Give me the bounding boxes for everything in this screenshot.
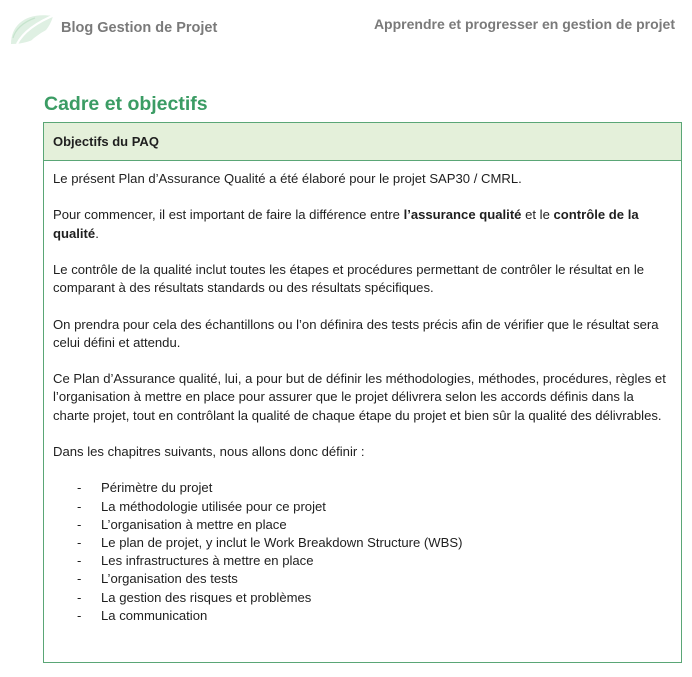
paragraph-echantillons: On prendra pour cela des échantillons ou l’on définira des tests précis afin de vérifier que le résultat sera celui défini et attendu. (53, 316, 659, 350)
list-item: - La méthodologie utilisée pour ce projet (53, 498, 672, 516)
list-dash: - (77, 607, 82, 623)
page-header (0, 0, 692, 50)
list-item: - L’organisation à mettre en place (53, 516, 672, 534)
term-controle: contrôle de la qualité (53, 207, 639, 241)
list-dash: - (77, 534, 82, 550)
list-item: - Périmètre du projet (53, 479, 672, 497)
list-dash: - (77, 571, 82, 587)
leaf-logo-icon (9, 10, 59, 48)
paragraph-chapitres: Dans les chapitres suivants, nous allons donc définir : (53, 443, 365, 459)
paragraph-plan: Ce Plan d’Assurance qualité, lui, a pour but de définir les méthodologies, méthodes, procédures, règles et l’organisation à mettre en place pour assurer que le projet délivrera selon les accords définis dans la charte projet, tout en contrôlant la qualité de chaque étape du projet et bien sûr la qualité des délivrables. (53, 371, 666, 423)
list-dash: - (77, 498, 82, 514)
list-dash: - (77, 589, 82, 605)
paragraph-intro: Le présent Plan d’Assurance Qualité a été élaboré pour le projet SAP30 / CMRL. (53, 171, 522, 186)
list-item: - La communication (53, 607, 672, 625)
brand-name[interactable]: Blog Gestion de Projet (61, 20, 218, 36)
list-item: - L’organisation des tests (53, 570, 672, 588)
box-title: Objectifs du PAQ (44, 123, 681, 161)
tagline: Apprendre et progresser en gestion de projet (373, 16, 675, 32)
section-title: Cadre et objectifs (44, 93, 208, 115)
objectives-box (43, 122, 682, 663)
list-item: - Le plan de projet, y inclut le Work Breakdown Structure (WBS) (53, 534, 672, 552)
list-item: - Les infrastructures à mettre en place (53, 552, 672, 570)
box-body (44, 161, 681, 625)
list-item: - La gestion des risques et problèmes (53, 589, 672, 607)
paragraph-controle: Le contrôle de la qualité inclut toutes les étapes et procédures permettant de contrôler le résultat en le comparant à des résultats standards ou des résultats spécifiques. (53, 261, 645, 296)
list-dash: - (77, 516, 82, 532)
chapter-list (53, 479, 672, 625)
list-dash: - (77, 480, 82, 496)
paragraph-difference: Pour commencer, il est important de faire la différence entre l’assurance qualité et le contrôle de la qualité. (53, 207, 639, 241)
term-assurance: l’assurance qualité (403, 207, 522, 223)
list-dash: - (77, 553, 82, 569)
